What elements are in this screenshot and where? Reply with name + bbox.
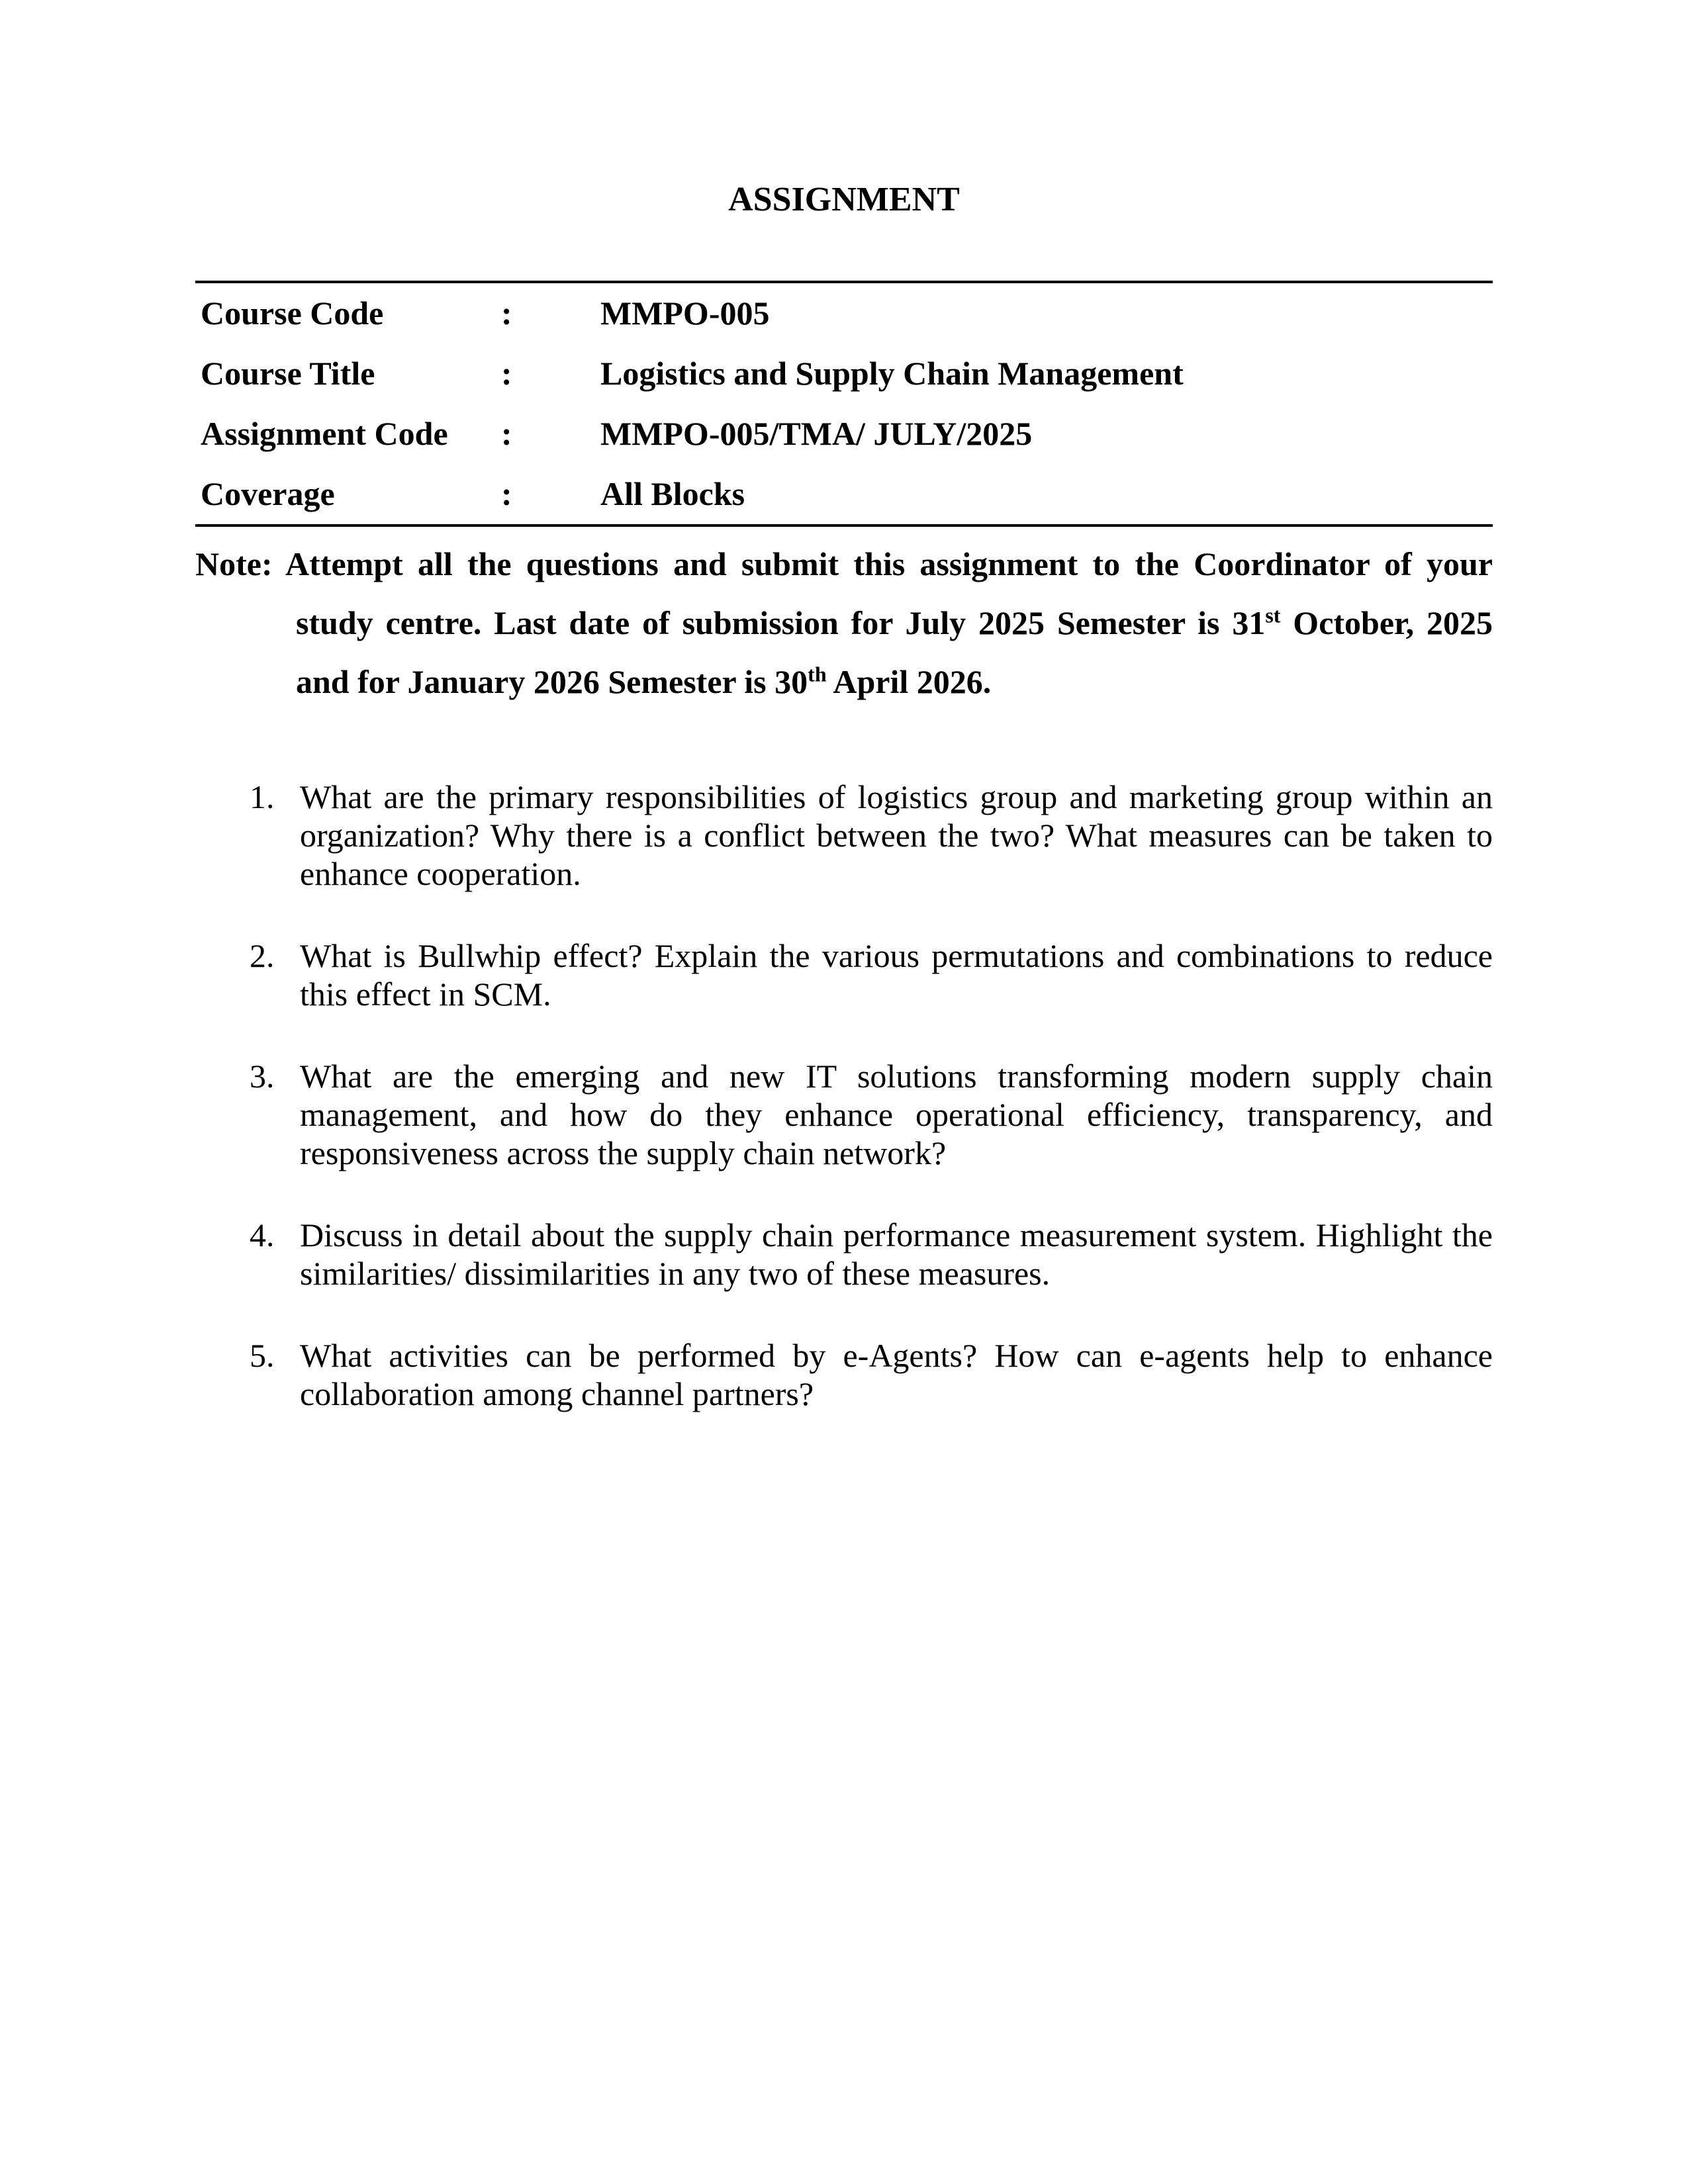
note-label: Note: [195,545,273,582]
coverage-label: Coverage [201,475,335,512]
question-item [195,936,1493,1013]
questions-list [195,778,1493,1413]
ordinal-superscript: th [808,662,827,686]
note-text-1: Attempt all the questions and submit this assignment to the Coordinator of your study centre. Last date of submission for July 2025 Semester is 31 [272,545,1493,641]
table-row [195,343,1493,404]
question-text: What are the primary responsibilities of logistics group and marketing group within an organization? Why there is a conflict between the two? What measures can be taken to enhance cooperation. [300,778,1493,892]
question-text: What is Bullwhip effect? Explain the various permutations and combinations to reduce this effect in SCM. [300,937,1493,1013]
question-text: What are the emerging and new IT solutions transforming modern supply chain management, and how do they enhance operational efficiency, transparency, and responsiveness across the supply chain network? [300,1058,1493,1171]
course-title-label: Course Title [201,355,375,392]
separator-colon: : [501,295,512,332]
table-row [195,464,1493,524]
separator-colon: : [501,475,512,512]
question-text: What activities can be performed by e-Agents? How can e-agents help to enhance collaboration among channel partners? [300,1337,1493,1412]
note-paragraph [195,535,1493,711]
ordinal-superscript: st [1265,603,1281,627]
course-code-label: Course Code [201,295,384,332]
course-code-value: MMPO-005 [600,295,770,332]
note-text-2: October, 2025 and for January 2026 Semester is 30 [296,604,1493,700]
course-info-table [195,281,1493,527]
page-title: ASSIGNMENT [728,181,960,218]
question-number: 1. [250,778,275,815]
question-text: Discuss in detail about the supply chain performance measurement system. Highlight the similarities/ dissimilarities in any two of these measures. [300,1216,1493,1292]
coverage-value: All Blocks [600,475,745,512]
assignment-code-value: MMPO-005/TMA/ JULY/2025 [600,415,1033,452]
separator-colon: : [501,415,512,452]
question-item [195,1216,1493,1293]
table-row [195,283,1493,343]
question-item [195,1336,1493,1413]
question-number: 3. [250,1058,275,1095]
separator-colon: : [501,355,512,392]
question-number: 4. [250,1216,275,1253]
question-item [195,1057,1493,1172]
note-text-3: April 2026. [826,663,992,700]
course-title-value: Logistics and Supply Chain Management [600,355,1184,392]
question-number: 5. [250,1337,275,1374]
question-number: 2. [250,937,275,974]
question-item [195,778,1493,893]
assignment-code-label: Assignment Code [201,415,448,452]
table-row [195,404,1493,464]
